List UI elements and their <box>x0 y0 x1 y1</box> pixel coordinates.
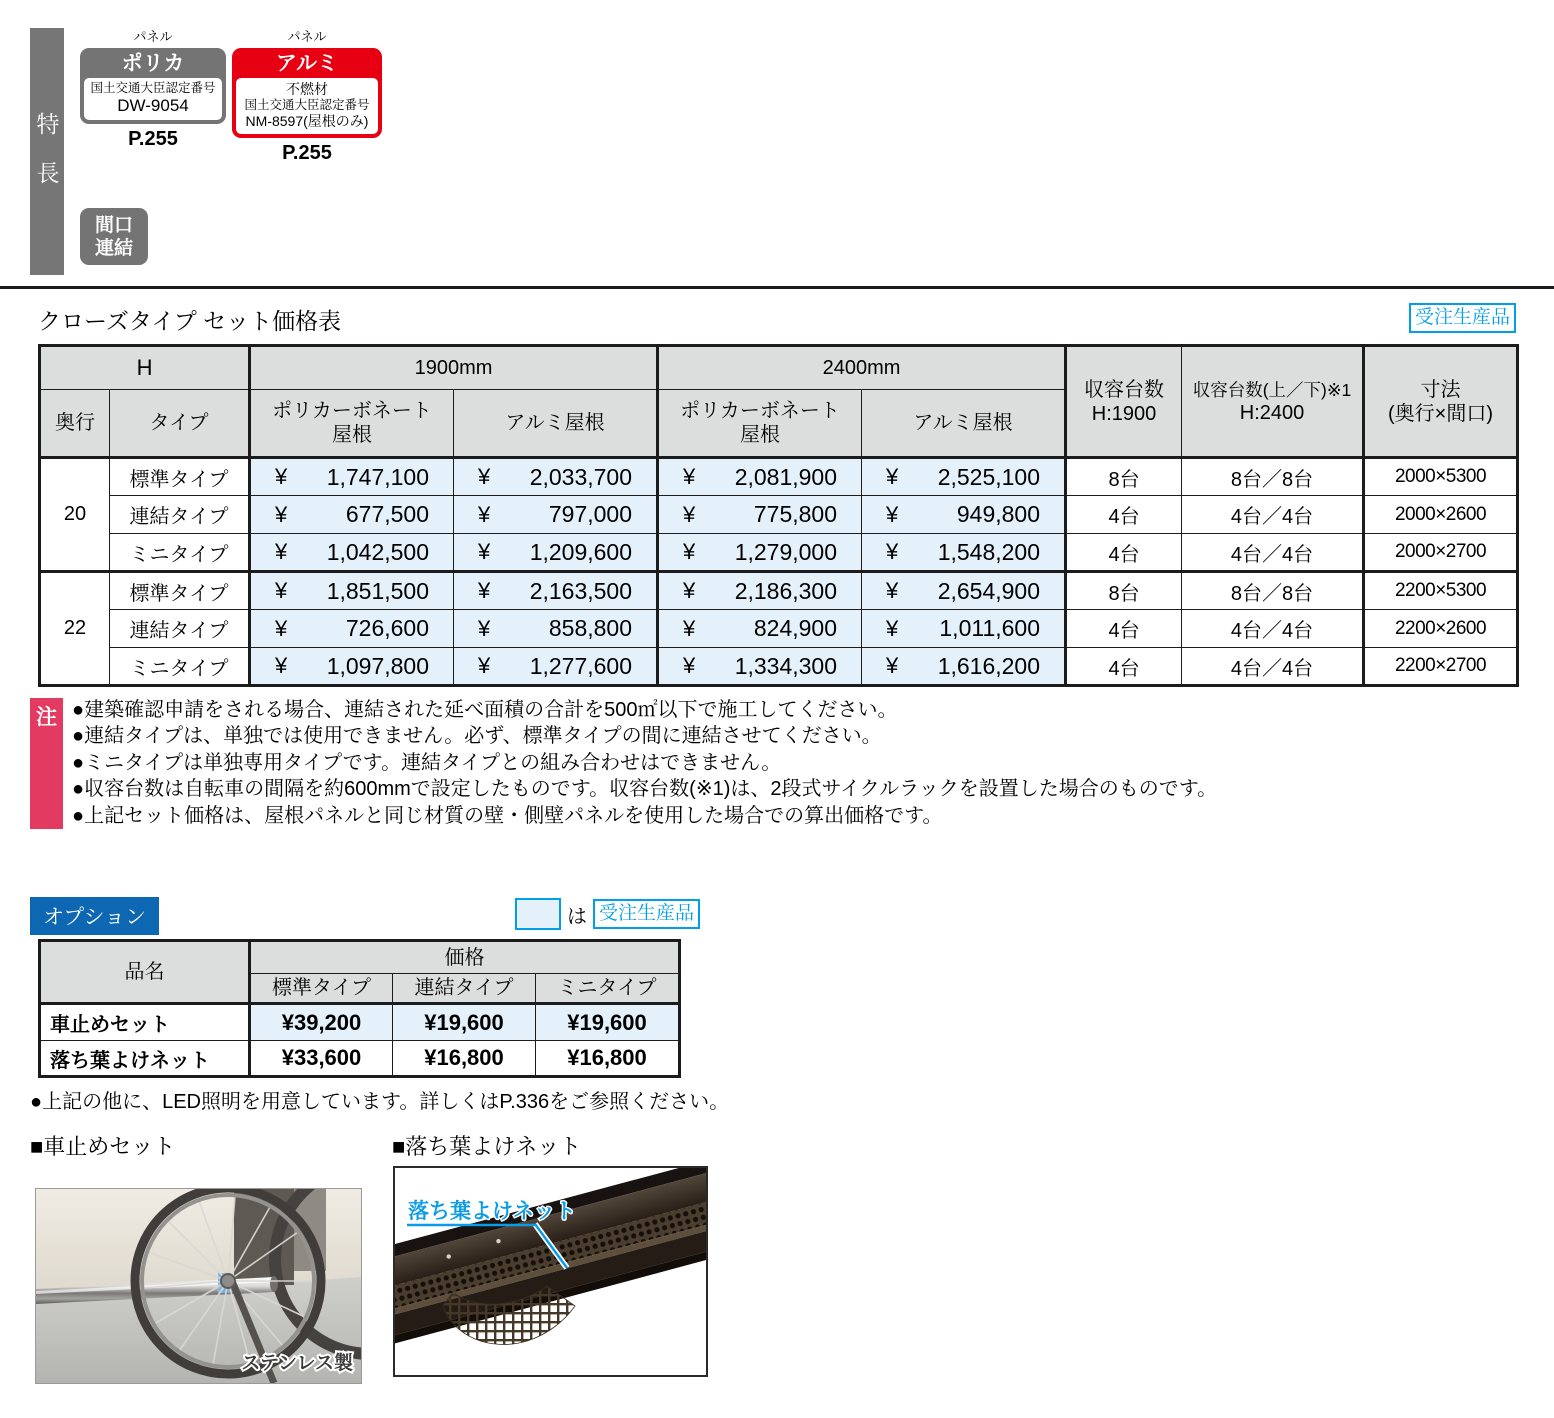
photo-caption: ステンレス製 <box>241 1353 353 1374</box>
header-capacity-updown-line: H:2400 <box>1239 401 1305 424</box>
size-cell: 2200×2600 <box>1364 610 1518 648</box>
note-item: ●連結タイプは、単独では使用できません。必ず、標準タイプの間に連結させてください。 <box>72 725 882 748</box>
price-cell <box>250 534 454 572</box>
features-sidebar <box>30 28 64 275</box>
options-badge: オプション <box>30 897 159 935</box>
capacity-updown-cell: 4台／4台 <box>1182 610 1364 648</box>
panel-name: アルミ <box>275 52 339 75</box>
header-poly-line: ポリカーボネート <box>680 400 840 422</box>
cert-line: 国土交通大臣認定番号 <box>90 81 216 95</box>
price-amount: 2,654,900 <box>937 577 1041 604</box>
size-cell: 2000×5300 <box>1364 458 1518 496</box>
capacity-updown-cell: 4台／4台 <box>1182 534 1364 572</box>
price-amount: 1,334,300 <box>734 652 838 679</box>
header-1900: 1900mm <box>250 346 658 390</box>
yen-sign: ¥ <box>275 578 288 603</box>
price-cell <box>658 496 862 534</box>
price-amount: 1,851,500 <box>326 577 430 604</box>
note-item: ●収容台数は自転車の間隔を約600mmで設定したものです。収容台数(※1)は、2段式サイクルラックを設置した場合のものです。 <box>72 778 1218 801</box>
table-row <box>40 1004 680 1041</box>
price-amount: 1,209,600 <box>529 538 633 565</box>
header-capacity-line: H:1900 <box>1091 402 1157 425</box>
price-cell <box>862 648 1066 686</box>
capacity-updown-cell: 8台／8台 <box>1182 572 1364 610</box>
price-amount: 2,033,700 <box>529 463 633 490</box>
cert-line: 国土交通大臣認定番号 <box>244 98 370 112</box>
header-capacity <box>1066 346 1182 458</box>
certification-box <box>236 78 378 134</box>
price-cell <box>658 572 862 610</box>
yen-sign: ¥ <box>478 464 491 489</box>
legend-particle: は <box>567 905 587 928</box>
panel-tag: パネル <box>287 29 327 44</box>
price-table-title: クローズタイプ セット価格表 <box>38 308 342 334</box>
capacity-updown-cell: 4台／4台 <box>1182 496 1364 534</box>
header-type: タイプ <box>110 390 250 458</box>
price-cell <box>250 572 454 610</box>
header-capacity-updown <box>1182 346 1364 458</box>
header-depth: 奥行 <box>40 390 110 458</box>
cert-number: NM-8597(屋根のみ) <box>245 113 369 129</box>
price-cell <box>658 648 862 686</box>
table-row <box>40 1041 680 1077</box>
yen-sign: ¥ <box>683 501 696 527</box>
header-alum-roof: アルミ屋根 <box>862 390 1066 458</box>
size-cell: 2200×5300 <box>1364 572 1518 610</box>
header-poly-roof <box>658 390 862 458</box>
option-name-cell: 落ち葉よけネット <box>40 1041 250 1077</box>
yen-sign: ¥ <box>886 653 899 678</box>
yen-sign: ¥ <box>886 464 899 489</box>
table-row <box>40 458 1518 496</box>
header-price: 価格 <box>250 941 680 974</box>
price-amount: 2,525,100 <box>937 463 1041 490</box>
cert-number: DW-9054 <box>117 96 189 115</box>
price-amount: 775,800 <box>753 501 838 527</box>
header-alum-roof: アルミ屋根 <box>454 390 658 458</box>
page-reference: P.255 <box>282 142 332 164</box>
header-capacity-updown-line: 収容台数(上／下)※1 <box>1192 379 1352 400</box>
yen-sign: ¥ <box>886 501 899 527</box>
header-size <box>1364 346 1518 458</box>
header-mini-type: ミニタイプ <box>536 974 680 1004</box>
table-row <box>40 534 1518 572</box>
capacity-cell: 4台 <box>1066 534 1182 572</box>
price-amount: 1,548,200 <box>937 538 1041 565</box>
option-price-cell: ¥33,600 <box>250 1041 393 1077</box>
price-cell <box>862 572 1066 610</box>
price-amount: 1,042,500 <box>326 538 430 565</box>
table-row <box>40 648 1518 686</box>
leaf-guard-net-photo <box>393 1166 708 1377</box>
price-cell <box>658 458 862 496</box>
made-to-order-swatch <box>515 898 561 930</box>
price-amount: 1,747,100 <box>326 463 430 490</box>
made-to-order-badge: 受注生産品 <box>1409 303 1516 333</box>
header-2400: 2400mm <box>658 346 1066 390</box>
panel-tag: パネル <box>133 29 173 44</box>
note-item: ●建築確認申請をされる場合、連結された延べ面積の合計を500㎡以下で施工してください。 <box>72 699 898 721</box>
option-name-cell: 車止めセット <box>40 1004 250 1041</box>
header-poly-roof <box>250 390 454 458</box>
page-reference: P.255 <box>128 128 178 150</box>
price-amount: 858,800 <box>548 615 633 641</box>
header-capacity-line: 収容台数 <box>1084 378 1165 401</box>
capacity-cell: 4台 <box>1066 610 1182 648</box>
price-amount: 2,163,500 <box>529 577 633 604</box>
price-cell <box>454 534 658 572</box>
connect-badge-line: 連結 <box>94 237 133 259</box>
price-cell <box>250 610 454 648</box>
option-price-cell: ¥19,600 <box>536 1004 680 1041</box>
price-cell <box>454 496 658 534</box>
header-item-name: 品名 <box>40 941 250 1004</box>
led-note: ●上記の他に、LED照明を用意しています。詳しくはP.336をご参照ください。 <box>30 1091 730 1113</box>
capacity-cell: 4台 <box>1066 496 1182 534</box>
made-to-order-badge: 受注生産品 <box>593 899 700 929</box>
capacity-cell: 8台 <box>1066 458 1182 496</box>
price-amount: 726,600 <box>345 615 430 641</box>
price-amount: 1,277,600 <box>529 652 633 679</box>
yen-sign: ¥ <box>478 653 491 678</box>
price-cell <box>658 534 862 572</box>
price-amount: 2,081,900 <box>734 463 838 490</box>
leaf-net-heading: ■落ち葉よけネット <box>392 1134 582 1159</box>
note-marker-label: 注 <box>36 706 57 729</box>
price-cell <box>862 534 1066 572</box>
notes-list <box>72 697 1217 829</box>
size-cell: 2200×2700 <box>1364 648 1518 686</box>
yen-sign: ¥ <box>478 501 491 527</box>
header-size-line: (奥行×間口) <box>1388 402 1494 425</box>
price-cell <box>862 458 1066 496</box>
price-cell <box>454 572 658 610</box>
option-price-cell: ¥39,200 <box>250 1004 393 1041</box>
yen-sign: ¥ <box>275 501 288 527</box>
price-cell <box>658 610 862 648</box>
yen-sign: ¥ <box>275 464 288 489</box>
header-connect-type: 連結タイプ <box>393 974 536 1004</box>
frontage-connect-badge <box>80 208 148 265</box>
type-cell: 連結タイプ <box>110 496 250 534</box>
option-price-cell: ¥16,800 <box>536 1041 680 1077</box>
option-price-cell: ¥16,800 <box>393 1041 536 1077</box>
features-sidebar-label: 特長 <box>33 112 60 210</box>
price-amount: 1,011,600 <box>939 615 1041 641</box>
table-row <box>40 610 1518 648</box>
header-size-line: 寸法 <box>1420 378 1461 401</box>
yen-sign: ¥ <box>275 653 288 678</box>
price-cell <box>454 648 658 686</box>
size-cell: 2000×2700 <box>1364 534 1518 572</box>
price-amount: 677,500 <box>345 501 430 527</box>
capacity-updown-cell: 4台／4台 <box>1182 648 1364 686</box>
header-standard-type: 標準タイプ <box>250 974 393 1004</box>
type-cell: 連結タイプ <box>110 610 250 648</box>
wheel-stopper-photo <box>35 1188 362 1384</box>
photo-label: 落ち葉よけネット <box>408 1200 576 1223</box>
note-item: ●ミニタイプは単独専用タイプです。連結タイプとの組み合わせはできません。 <box>72 751 782 774</box>
made-to-order-legend <box>515 898 700 930</box>
price-amount: 2,186,300 <box>734 577 838 604</box>
price-amount: 1,616,200 <box>937 652 1041 679</box>
yen-sign: ¥ <box>886 539 899 564</box>
panel-badge-polycarbonate <box>80 28 226 151</box>
capacity-cell: 4台 <box>1066 648 1182 686</box>
certification-box <box>84 78 222 120</box>
yen-sign: ¥ <box>275 539 288 564</box>
yen-sign: ¥ <box>886 578 899 603</box>
header-poly-line: ポリカーボネート <box>272 400 432 422</box>
panel-badge-aluminum <box>232 28 382 165</box>
option-price-cell: ¥19,600 <box>393 1004 536 1041</box>
capacity-cell: 8台 <box>1066 572 1182 610</box>
price-amount: 1,279,000 <box>734 538 838 565</box>
price-cell <box>250 458 454 496</box>
yen-sign: ¥ <box>478 539 491 564</box>
note-item: ●上記セット価格は、屋根パネルと同じ材質の壁・側壁パネルを使用した場合での算出価格です。 <box>72 804 943 827</box>
yen-sign: ¥ <box>478 615 491 641</box>
type-cell: 標準タイプ <box>110 572 250 610</box>
yen-sign: ¥ <box>683 615 696 641</box>
section-divider <box>0 286 1554 289</box>
type-cell: ミニタイプ <box>110 648 250 686</box>
type-cell: 標準タイプ <box>110 458 250 496</box>
price-cell <box>862 610 1066 648</box>
price-amount: 949,800 <box>956 501 1041 527</box>
price-cell <box>862 496 1066 534</box>
yen-sign: ¥ <box>683 578 696 603</box>
type-cell: ミニタイプ <box>110 534 250 572</box>
price-amount: 797,000 <box>548 501 633 527</box>
capacity-updown-cell: 8台／8台 <box>1182 458 1364 496</box>
yen-sign: ¥ <box>275 615 288 641</box>
price-cell <box>454 458 658 496</box>
yen-sign: ¥ <box>886 615 899 641</box>
depth-cell: 20 <box>40 458 110 572</box>
wheel-stopper-heading: ■車止めセット <box>30 1134 176 1159</box>
aluminum-badge <box>232 48 382 138</box>
yen-sign: ¥ <box>683 653 696 678</box>
size-cell: 2000×2600 <box>1364 496 1518 534</box>
price-cell <box>454 610 658 648</box>
options-table <box>38 939 681 1078</box>
note-marker <box>30 698 63 829</box>
connect-badge-line: 間口 <box>94 214 133 236</box>
cert-line: 不燃材 <box>286 81 328 97</box>
price-table <box>38 344 1519 687</box>
panel-name: ポリカ <box>121 52 185 75</box>
table-row <box>40 496 1518 534</box>
yen-sign: ¥ <box>683 539 696 564</box>
price-amount: 824,900 <box>753 615 838 641</box>
header-poly-line: 屋根 <box>332 424 373 446</box>
depth-cell: 22 <box>40 572 110 686</box>
price-amount: 1,097,800 <box>326 652 430 679</box>
header-poly-line: 屋根 <box>740 424 781 446</box>
polycarbonate-badge <box>80 48 226 124</box>
yen-sign: ¥ <box>478 578 491 603</box>
price-cell <box>250 648 454 686</box>
table-row <box>40 572 1518 610</box>
price-cell <box>250 496 454 534</box>
yen-sign: ¥ <box>683 464 696 489</box>
header-h: H <box>40 346 250 390</box>
